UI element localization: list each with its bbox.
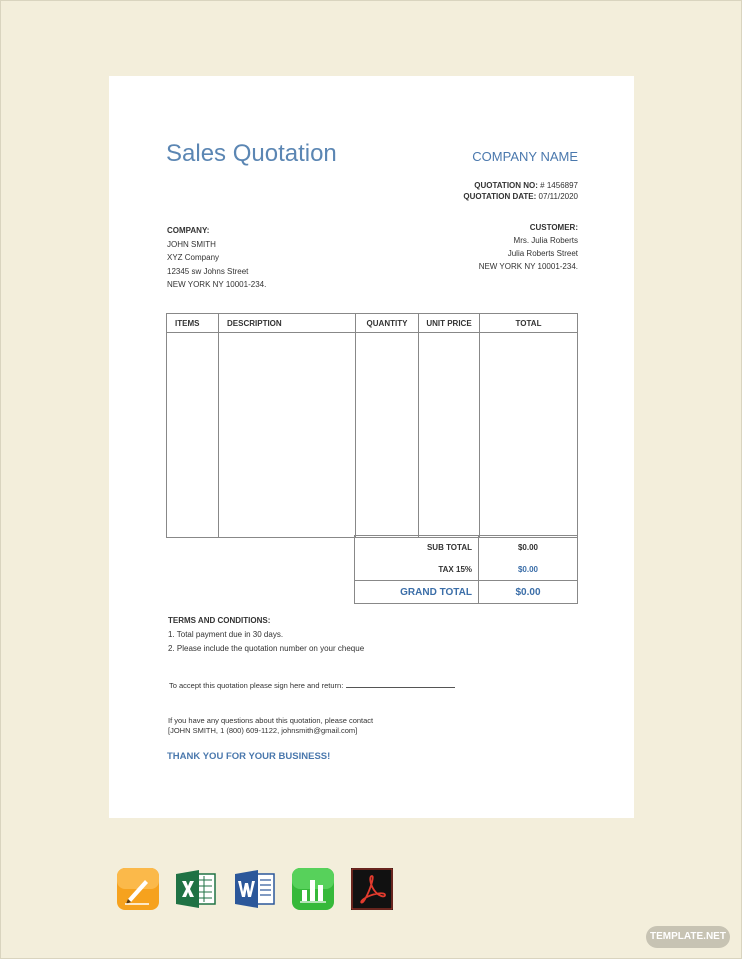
company-line: 12345 sw Johns Street (167, 266, 249, 276)
terms-item: 2. Please include the quotation number on your cheque (168, 644, 365, 653)
numbers-icon[interactable] (292, 868, 334, 910)
terms-label: TERMS AND CONDITIONS: (168, 616, 271, 625)
pdf-icon[interactable] (351, 868, 393, 910)
cell-unit-price (419, 333, 480, 538)
header-description: DESCRIPTION (219, 314, 356, 333)
document-title: Sales Quotation (166, 140, 337, 167)
header-total: TOTAL (480, 314, 578, 333)
company-line: JOHN SMITH (167, 239, 216, 249)
tax-value: $0.00 (479, 558, 578, 581)
accept-line (169, 679, 455, 690)
grand-total-row (355, 581, 578, 604)
contact-line-2: [JOHN SMITH, 1 (800) 609-1122, johnsmith@gmail.com] (168, 726, 358, 735)
header-quantity: QUANTITY (356, 314, 419, 333)
quotation-meta (463, 180, 578, 202)
quotation-date: 07/11/2020 (538, 192, 578, 201)
subtotal-value: $0.00 (479, 536, 578, 559)
template-net-badge[interactable]: TEMPLATE.NET (646, 926, 730, 948)
terms-item: 1. Total payment due in 30 days. (168, 630, 284, 639)
company-line: XYZ Company (167, 253, 220, 262)
customer-block (479, 221, 578, 273)
subtotal-row (355, 536, 578, 559)
grand-total-label: GRAND TOTAL (355, 581, 479, 604)
cell-items (167, 333, 219, 538)
quotation-document (109, 76, 634, 818)
word-icon[interactable] (234, 868, 276, 910)
table-row (167, 333, 578, 538)
header-unit-price: UNIT PRICE (419, 314, 480, 333)
tax-label: TAX 15% (355, 558, 479, 581)
quotation-date-label: QUOTATION DATE: (463, 192, 537, 201)
contact-line-1: If you have any questions about this quotation, please contact (168, 716, 374, 725)
company-line: NEW YORK NY 10001-234. (167, 280, 267, 289)
customer-line: NEW YORK NY 10001-234. (478, 262, 578, 271)
cell-quantity (356, 333, 419, 538)
excel-icon[interactable] (175, 868, 217, 910)
company-name: COMPANY NAME (472, 149, 578, 164)
cell-description (219, 333, 356, 538)
thank-you-text: THANK YOU FOR YOUR BUSINESS! (167, 751, 331, 762)
cell-total (480, 333, 578, 538)
grand-total-value: $0.00 (479, 581, 578, 604)
quotation-no: # 1456897 (540, 181, 578, 190)
tax-row (355, 558, 578, 581)
customer-line: Julia Roberts Street (507, 249, 578, 258)
accept-text: To accept this quotation please sign here and return: (169, 681, 344, 690)
subtotal-label: SUB TOTAL (355, 536, 479, 559)
items-table (166, 313, 578, 538)
company-label: COMPANY: (167, 226, 210, 235)
signature-line[interactable] (346, 679, 455, 688)
terms-block (168, 614, 364, 656)
header-items: ITEMS (167, 314, 219, 333)
company-block (167, 224, 266, 292)
customer-line: Mrs. Julia Roberts (513, 236, 578, 245)
quotation-no-label: QUOTATION NO: (474, 181, 538, 190)
contact-block (168, 716, 373, 736)
customer-label: CUSTOMER: (529, 223, 578, 232)
totals-table (354, 535, 578, 604)
pages-icon[interactable] (117, 868, 159, 910)
